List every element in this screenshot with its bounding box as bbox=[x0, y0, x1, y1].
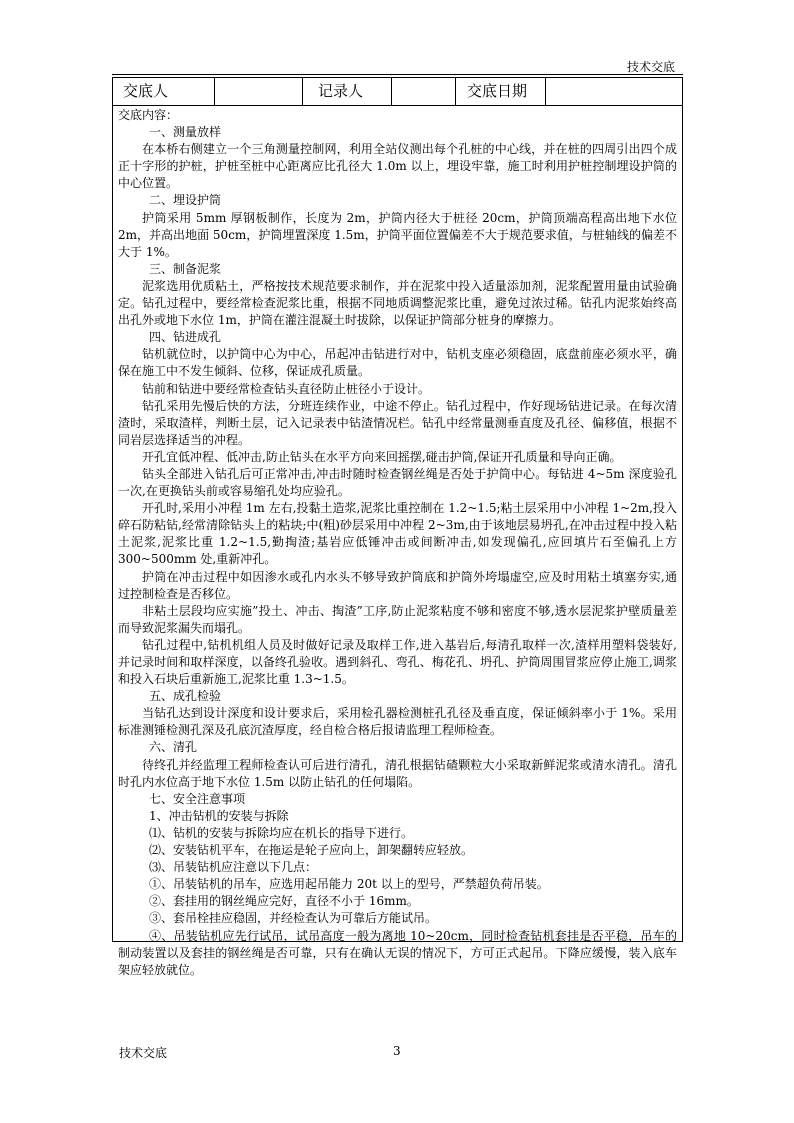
col-divider bbox=[455, 78, 456, 105]
cell-date-label: 交底日期 bbox=[467, 82, 528, 100]
briefing-content bbox=[118, 107, 677, 979]
paragraph: 待终孔并经监理工程师检查认可后进行清孔，清孔根据钻碴颗粒大小采取新鲜泥浆或清水清孔。清孔时孔内水位高于地下水位 1.5m 以防止钻孔的任何塌陷。 bbox=[118, 757, 677, 789]
table-header-row bbox=[113, 78, 682, 106]
paragraph: 护筒采用 5mm 厚钢板制作，长度为 2m，护筒内径大于桩径 20cm，护筒顶端高程高出地下水位 2m，并高出地面 50cm，护筒埋置深度 1.5m，护筒平面位置偏差不大于规范要求值，与桩轴线的偏差不大于 1%。 bbox=[118, 210, 677, 259]
paragraph: 当钻孔达到设计深度和设计要求后，采用检孔器检测桩孔孔径及垂直度，保证倾斜率小于 1%。采用标准测锤检测孔深及孔底沉渣厚度，经自检合格后报请监理工程师检查。 bbox=[118, 706, 677, 738]
paragraph: 钻机就位时，以护筒中心为中心，吊起冲击钻进行对中，钻机支座必须稳固，底盘前座必须水平，确保在施工中不发生倾斜、位移，保证成孔质量。 bbox=[118, 347, 677, 379]
cell-briefer-label: 交底人 bbox=[123, 82, 169, 100]
section-heading: 七、安全注意事项 bbox=[149, 791, 246, 806]
paragraph: 在本桥右侧建立一个三角测量控制网，利用全站仪测出每个孔桩的中心线，并在桩的四周引出四个成正十字形的护桩，护桩至桩中心距离应比孔径大 1.0m 以上，埋设牢靠，施工时利用护桩控制埋设护筒的中心位置。 bbox=[118, 142, 677, 191]
list-item: ③、套吊栓挂应稳固，并经检查认为可靠后方能试吊。 bbox=[149, 911, 438, 926]
paragraph: 钻头全部进入钻孔后可正常冲击,冲击时随时检查钢丝绳是否处于护筒中心。每钻进 4~5m 深度验孔一次,在更换钻头前或容易缩孔处均应验孔。 bbox=[118, 466, 677, 499]
cell-recorder-value[interactable] bbox=[392, 78, 455, 105]
section-heading: 一、测量放样 bbox=[149, 125, 222, 140]
list-item: ②、套挂用的钢丝绳应完好，直径不小于 16mm。 bbox=[149, 894, 419, 909]
section-heading: 四、钻进成孔 bbox=[149, 330, 222, 345]
list-item: ①、吊装钻机的吊车，应选用起吊能力 20t 以上的型号，严禁超负荷吊装。 bbox=[149, 877, 549, 892]
section-heading: 二、埋设护筒 bbox=[149, 193, 222, 208]
section-heading: 三、制备泥浆 bbox=[149, 261, 222, 276]
header-rule bbox=[112, 74, 683, 75]
list-item: ⑴、钻机的安装与拆除均应在机长的指导下进行。 bbox=[149, 825, 414, 840]
paragraph: 开孔宜低冲程、低冲击,防止钻头在水平方向来回摇摆,碰击护筒,保证开孔质量和导向正确。 bbox=[142, 449, 622, 464]
header-doc-type: 技术交底 bbox=[626, 60, 675, 74]
paragraph: 钻孔采用先慢后快的方法，分班连续作业，中途不停止。钻孔过程中，作好现场钻进记录。在每次清渣时，采取渣样，判断土层，记入记录表中钻渣情况栏。钻孔中经常量测垂直度及孔径、偏移值，根据不同岩层选择适当的冲程。 bbox=[118, 398, 677, 447]
briefing-table bbox=[112, 77, 683, 977]
paragraph: 非粘土层段均应实施”投土、冲击、掏渣”工序,防止泥浆粘度不够和密度不够,透水层泥浆护壁质量差而导致泥浆漏失而塌孔。 bbox=[118, 603, 677, 635]
paragraph: 钻前和钻进中要经常检查钻头直径防止桩径小于设计。 bbox=[142, 381, 431, 396]
list-item: ⑶、吊装钻机应注意以下几点： bbox=[149, 860, 318, 875]
paragraph: 泥浆选用优质粘土，严格按技术规范要求制作，并在泥浆中投入适量添加剂，泥浆配置用量由试验确定。钻孔过程中，要经常检查泥浆比重，根据不同地质调整泥浆比重，避免过浓过稀。钻孔内泥浆始终高出孔外或地下水位 1m，护筒在灌注混凝土时拔除，以保证护筒部分桩身的摩擦力。 bbox=[118, 278, 677, 328]
cell-date-value[interactable] bbox=[546, 78, 682, 105]
col-divider bbox=[302, 78, 303, 105]
cell-briefer-value[interactable] bbox=[215, 78, 302, 105]
list-item: ④、吊装钻机应先行试吊，试吊高度一般为离地 10~20cm，同时检查钻机套挂是否平稳，吊车的制动装置以及套挂的钢丝绳是否可靠，只有在确认无误的情况下，方可正式起吊。下降应缓慢，装入底车架应轻放就位。 bbox=[118, 928, 677, 977]
section-heading: 五、成孔检验 bbox=[149, 689, 222, 704]
page-number: 3 bbox=[393, 1044, 401, 1058]
paragraph: 钻孔过程中,钻机机组人员及时做好记录及取样工作,进入基岩后,每清孔取样一次,渣样用塑料袋装好,并记录时间和取样深度，以备终孔验收。遇到斜孔、弯孔、梅花孔、坍孔、护筒周围冒浆应停止施工,调浆和投入石块后重新施工,泥浆比重 1.3~1.5。 bbox=[118, 637, 677, 687]
list-item: ⑵、安装钻机平车，在拖运是轮子应向上，卸架翻转应轻放。 bbox=[149, 843, 474, 858]
cell-recorder-label: 记录人 bbox=[318, 82, 364, 100]
footer-doc-type: 技术交底 bbox=[119, 1046, 168, 1060]
subsection-heading: 1、冲击钻机的安装与拆除 bbox=[149, 808, 289, 823]
section-heading: 六、清孔 bbox=[149, 740, 198, 755]
content-label: 交底内容： bbox=[118, 108, 179, 122]
paragraph: 开孔时,采用小冲程 1m 左右,投黏土造浆,泥浆比重控制在 1.2~1.5;粘土层采用中小冲程 1~2m,投入碎石防粘钻,经常清除钻头上的粘块;中(粗)砂层采用中冲程 2~3m,由于该地层易坍孔,在冲击过程中投入粘土泥浆,泥浆比重 1.2~1.5,勤掏渣;基岩应低锤冲击或间断冲击,如发现偏孔,应回填片石至偏孔上方 300~500mm 处,重新冲孔。 bbox=[118, 501, 677, 567]
paragraph: 护筒在冲击过程中如因渗水或孔内水头不够导致护筒底和护筒外垮塌虚空,应及时用粘土填塞夯实,通过控制检查是否移位。 bbox=[118, 569, 677, 601]
